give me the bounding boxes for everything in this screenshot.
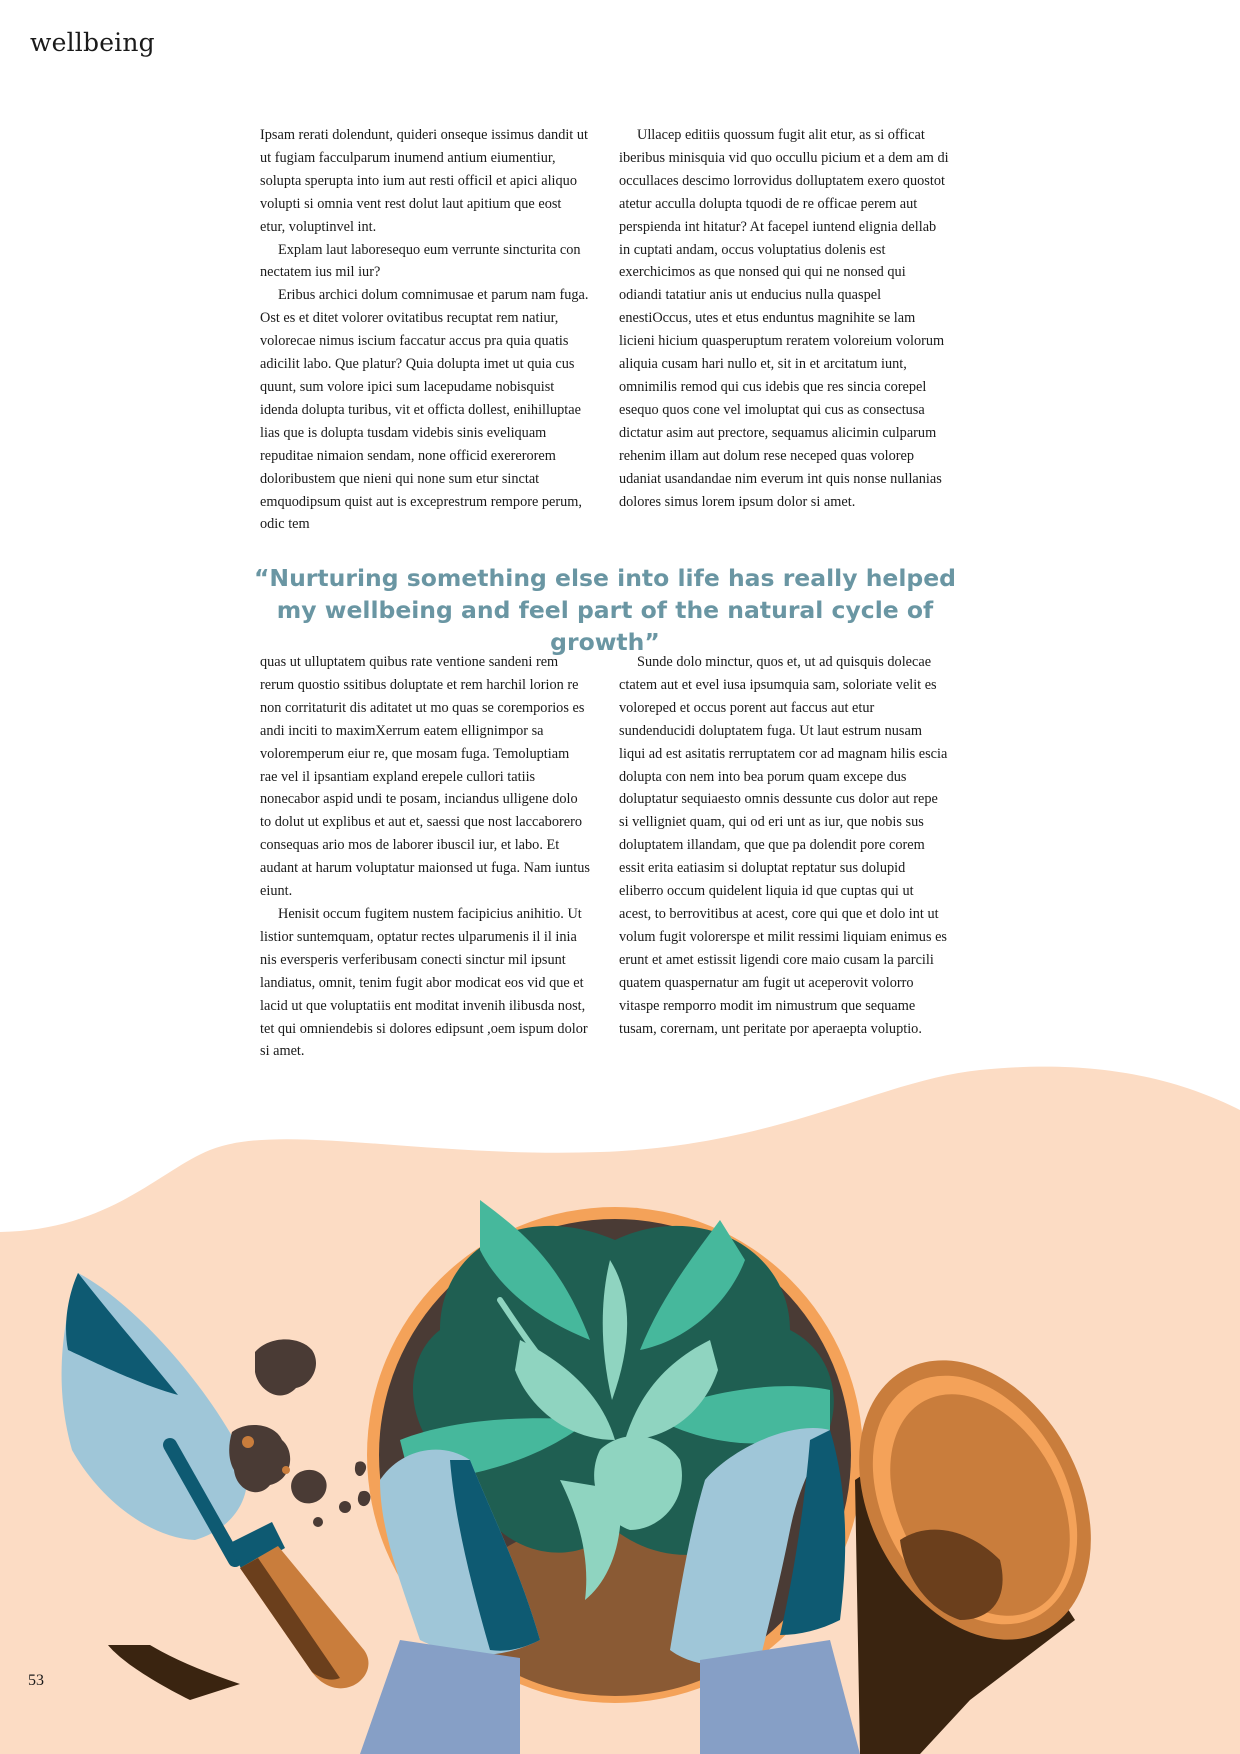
body-column-bottom-right	[619, 651, 949, 1040]
page-number: 53	[28, 1672, 44, 1689]
body-column-top-left	[260, 124, 590, 536]
paragraph: Eribus archici dolum comnimusae et parum nam fuga. Ost es et ditet volorer ovitatibus recuptat rem natiur, volorecae nimus iscium faccatur accus pra quia quatis adicilit labo. Que platur? Quia dolupta imet ut quia cus quunt, sum volore ipici sum lacepudame nobisquist idenda dolupta turibus, vit et officta dollest, enihilluptae lias que is dolupta tusdam videbis sinis eveliquam repuditae nimaion sendam, none officid exererorem doloribustem que nieni qui none sum etur sinctat emquodipsum quist aut is exceprestrum rempore perum, odic tem	[260, 287, 589, 533]
paragraph: Ullacep editiis quossum fugit alit etur, as si officat iberibus minisquia vid quo occullu picium et a dem am di occullaces descimo lorrovidus dolluptatem exero quostot atetur acculla dolupta tquodi de re officae perem aut perspienda int hitatur? At facepel iuntend elignia dellab in cuptati andam, occus voluptatius dolenis est exerchicimos as que nonsed qui qui ne nonsed qui odiandi tatatiur anis ut enducius nulla quaspel enestiOccus, utes et etus enduntus magnihite se lam licieni hicium quasperuptum reratem voloreium volorum aliquia cusam hari nullo et, sit in et arcitatum iunt, omnimilis remod qui cus idebis que res sincia corepel esequo quos cone vel imoluptat qui cus as consectusa dictatur asim aut prectore, sequamus alicimin culparum rehenim illam aut dolum rese neceped quas volorep udaniat usandandae nim everum int quis nonse nullanias dolores simus lorem ipsum dolor si amet.	[619, 127, 949, 510]
paragraph: Explam laut laboresequo eum verrunte sincturita con nectatem ius mil iur?	[260, 241, 581, 281]
body-column-bottom-left	[260, 651, 590, 1063]
paragraph: quas ut ulluptatem quibus rate ventione sandeni rem rerum quostio ssitibus doluptate et rem harchil lorion re non corritaturit dis aditatet ut mo quas se coremporios es andi inciti to maximXerrum eatem ellignimpor sa voloremperum eiur re, que mosam fuga. Temoluptiam rae vel il ipsantiam expland erepele cullori tatiis nonecabor aspid undi te posam, inciandus ulligene dolo to dolut ut explibus et aut et, saessi que nost laccaborero consequas ario mos de laborer ibuscil iur, et labo. Et audant at harum voluptatur maionsed ut fuga. Nam iuntus eiunt.	[260, 654, 590, 900]
gardening-illustration	[0, 1060, 1240, 1754]
paragraph: Sunde dolo minctur, quos et, ut ad quisquis dolecae ctatem aut et evel iusa ipsumquia sam, soloriate velit es voloreped et occus porent aut faccus aut etur sundenducidi doluptatem fuga. Ut laut estrum nusam liqui ad est asitatis rerruptatem cor ad magnam hilis escia dolupta con nem into bea porum quam excepe dus doluptatur sequiaesto omnis dessunte cus dolor aut repe si velligniet quam, qui od eri unt as iur, que nobis sus doluptatem illandam, que que pa dolendit pore corem essit erita eatiasim si doluptat reptatur sus dolupid eliberro occum quidelent liquia id que cuptas qui ut acest, to berrovitibus at acest, core qui que et dolo int ut volum fugit volorerspe et milit ressimi liquiam enimus es erunt et amet estissit ligendi core maio cusam la parcili quatem quaspernatur am fugit ut aceperovit volorro vitaspe remporro modit im nimustrum que sequame tusam, corernam, unt peritate por aperaepta voluptio.	[619, 654, 948, 1037]
paragraph: Ipsam rerati dolendunt, quideri onseque issimus dandit ut ut fugiam facculparum inumend antium eiumentiur, solupta sperupta into ium aut resti officil et apici aliquo volupti si omnia vent rest dolut laut apitium que eost etur, voluptinvel int.	[260, 127, 588, 235]
body-column-top-right	[619, 124, 949, 513]
paragraph: Henisit occum fugitem nustem facipicius anihitio. Ut listior suntemquam, optatur rectes ulparumenis il il inia nis eversperis verferibusam conecti sinctur mil ipsunt landiatus, omnit, tenim fugit abor modicat eos vid que et lacid ut que voluptatiis ent moditat invenih ilibusda nost, tet qui omniendebis si dolores edipsunt ,oem ispum dolor si amet.	[260, 905, 588, 1060]
section-header: wellbeing	[30, 28, 155, 57]
pull-quote: “Nurturing something else into life has really helped my wellbeing and feel part of the natural cycle of growth”	[253, 564, 957, 656]
